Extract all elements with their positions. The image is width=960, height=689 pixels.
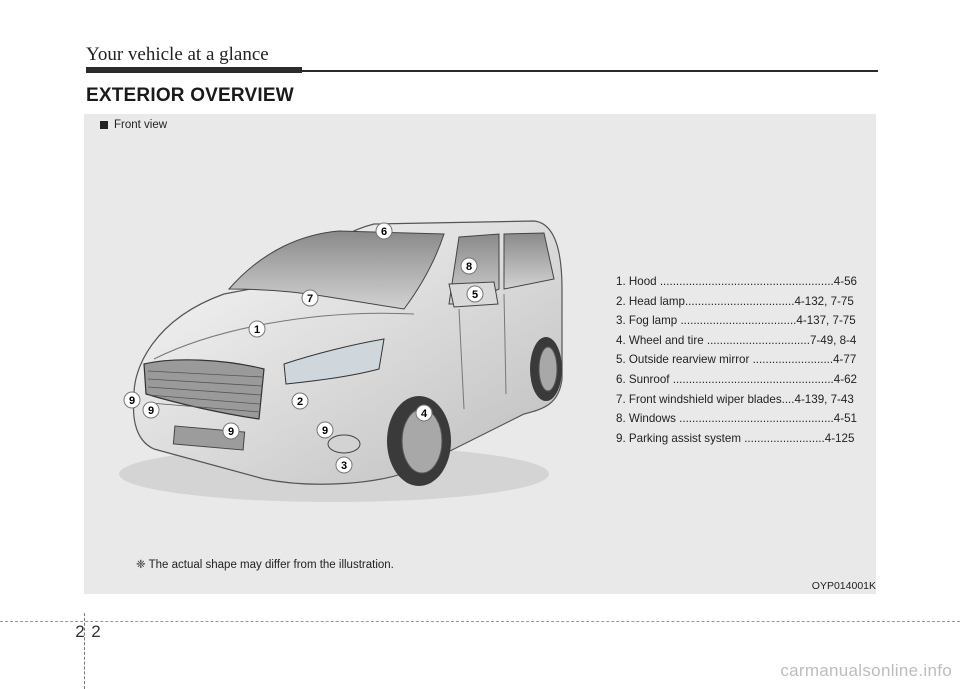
legend-item-parking-assist: 9. Parking assist system .........................4-125 [616,431,855,445]
svg-text:1: 1 [253,324,261,336]
page-number [74,622,102,642]
bullet-square-icon [100,121,108,129]
legend-item-wheel-tire: 4. Wheel and tire ................................7-49, 8-4 [616,333,857,347]
section-header: Your vehicle at a glance [86,44,269,65]
callout-6 [376,223,392,239]
watermark: carmanualsonline.info [780,661,952,680]
view-label-text: Front view [114,119,168,131]
legend-item-windows: 8. Windows ................................................4-51 [616,412,857,426]
parts-legend [616,272,876,448]
callout-9a [124,392,140,408]
svg-text:6: 6 [380,226,388,238]
callout-7 [302,290,318,306]
callout-5 [467,286,483,302]
svg-text:9: 9 [321,425,329,437]
legend-item-sunroof: 6. Sunroof ..................................................4-62 [616,372,857,386]
page-index: 2 [91,622,101,641]
callout-4 [416,405,432,421]
view-label [100,119,167,131]
callout-3 [336,457,352,473]
page-title: EXTERIOR OVERVIEW [86,85,294,106]
callout-9c [223,423,239,439]
legend-item-hood: 1. Hood ......................................................4-56 [616,275,857,288]
svg-text:7: 7 [306,293,314,305]
svg-text:5: 5 [471,289,479,301]
callout-9d [317,422,333,438]
image-code: OYP014001K [811,580,876,592]
svg-text:9: 9 [227,426,235,438]
vehicle-illustration [114,209,574,519]
callout-8 [461,258,477,274]
legend-item-fog-lamp: 3. Fog lamp ....................................4-137, 7-75 [616,314,856,328]
svg-text:2: 2 [296,396,304,408]
header-rule-thick [86,67,302,73]
legend-item-wiper-blades: 7. Front windshield wiper blades....4-139, 7-43 [616,392,854,406]
svg-text:4: 4 [420,408,428,420]
callout-2 [292,393,308,409]
header-rule-thin [300,70,878,72]
svg-text:9: 9 [128,395,136,407]
svg-text:8: 8 [465,261,473,273]
callout-9b [143,402,159,418]
legend-item-mirror: 5. Outside rearview mirror .........................4-77 [616,353,857,367]
svg-text:9: 9 [147,405,155,417]
callout-1 [249,321,265,337]
svg-text:3: 3 [340,460,348,472]
illustration-note: ❈ The actual shape may differ from the illustration. [136,559,394,571]
page-chapter: 2 [75,622,85,641]
footer-rule [0,621,960,622]
legend-item-head-lamp: 2. Head lamp..................................4-132, 7-75 [616,294,854,308]
illustration-panel [84,114,876,594]
